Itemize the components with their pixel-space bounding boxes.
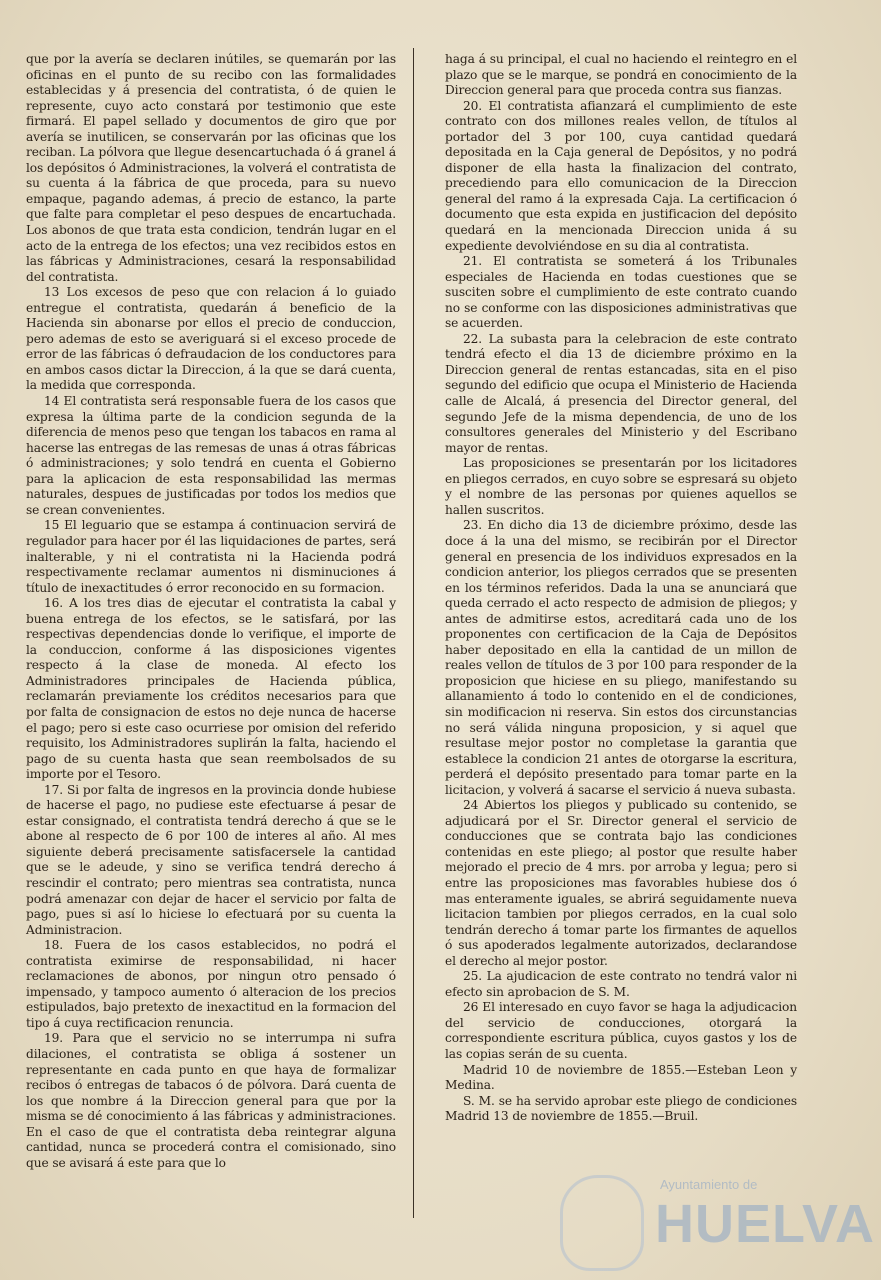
- paragraph-20: 20. El contratista afianzará el cumplimiento de este contrato con dos millones reales vellon, de títulos al portador del 3 por 100, cuya cantidad quedará depositada en la Caja general de Depósitos, y no podrá disponer de ella hasta la finalizacion del contrato, precediendo para ello comunicacion de la Direccion general del ramo á la expresada Caja. La certificacion ó documento que esta expida en justificacion del depósito quedará en la mencionada Direccion unida á su expediente devolviéndose en su dia al contratista.: [445, 98, 797, 253]
- paragraph-16: 16. A los tres dias de ejecutar el contratista la cabal y buena entrega de los efectos, se le satisfará, por las respectivas dependencias donde lo verifique, el importe de la conduccion, conforme á las disposiciones vigentes respecto á la clase de moneda. Al efecto los Administradores principales de Hacienda pública, reclamarán previamente los créditos necesarios para que por falta de consignacion de estos no deje nunca de hacerse el pago; pero si este caso ocurriese por omision del referido requisito, los Administradores suplirán la falta, haciendo el pago de su cuenta hasta que sean reembolsados de su importe por el Tesoro.: [26, 596, 396, 782]
- approval-line: S. M. se ha servido aprobar este pliego de condiciones Madrid 13 de noviembre de 1855.—Bruil.: [445, 1093, 797, 1124]
- archive-watermark: [560, 1165, 875, 1275]
- paragraph-19: 19. Para que el servicio no se interrumpa ni sufra dilaciones, el contratista se obliga á sostener un representante en cada punto en que haya de formalizar recibos ó entregas de tabacos ó de pólvora. Dará cuenta de los que nombre á la Direccion general para que por la misma se dé conocimiento á las fábricas y administraciones. En el caso de que el contratista deba reintegrar alguna cantidad, nunca se procederá contra el comisionado, sino que se avisará á este para que lo: [26, 1031, 396, 1170]
- paragraph-17: 17. Si por falta de ingresos en la provincia donde hubiese de hacerse el pago, no pudiese este efectuarse á pesar de estar consignado, el contratista tendrá derecho á que se le abone al respecto de 6 por 100 de interes al año. Al mes siguiente deberá precisamente satisfacersele la cantidad que se le adeude, y sino se verifica tendrá derecho á rescindir el contrato; pero mientras sea contratista, nunca podrá amenazar con dejar de hacer el servicio por falta de pago, pues si así lo hiciese lo efectuará por su cuenta la Administracion.: [26, 782, 396, 937]
- paragraph-22: 22. La subasta para la celebracion de este contrato tendrá efecto el dia 13 de diciembre próximo en la Direccion general de rentas estancadas, sita en el piso segundo del edificio que ocupa el Ministerio de Hacienda calle de Alcalá, á presencia del Director general, del segundo Jefe de la misma dependencia, de uno de los consultores generales del Ministerio y del Escribano mayor de rentas.: [445, 331, 797, 455]
- paragraph-continuation-right: haga á su principal, el cual no haciendo el reintegro en el plazo que se le marque, se pondrá en conocimiento de la Direccion general para que proceda contra sus fianzas.: [445, 52, 797, 98]
- paragraph-14: 14 El contratista será responsable fuera de los casos que expresa la última parte de la condicion segunda de la diferencia de menos peso que tengan los tabacos en rama al hacerse las entregas de las remesas de unas á otras fábricas ó administraciones; y solo tendrá en cuenta el Gobierno para la aplicacion de esta responsabilidad las mermas naturales, despues de justificadas por todos los medios que se crean convenientes.: [26, 394, 396, 517]
- paragraph-25: 25. La ajudicacion de este contrato no tendrá valor ni efecto sin aprobacion de S. M.: [445, 969, 797, 999]
- paragraph-24: 24 Abiertos los pliegos y publicado su contenido, se adjudicará por el Sr. Director general el servicio de conducciones que se contrata bajo las condiciones contenidas en este pliego; al postor que resulte haber mejorado el precio de 4 mrs. por arroba y legua; pero si entre las proposiciones mas favorables hubiese dos ó mas enteramente iguales, se abrirá seguidamente nueva licitacion tambien por pliegos cerrados, en la cual solo tendrán derecho á tomar parte los firmantes de aquellos ó sus apoderados legalmente autorizados, declarandose el derecho al mejor postor.: [445, 798, 797, 968]
- signature-line: Madrid 10 de noviembre de 1855.—Esteban Leon y Medina.: [445, 1062, 797, 1093]
- left-column: [26, 52, 396, 1171]
- paragraph-26: 26 El interesado en cuyo favor se haga la adjudicacion del servicio de conducciones, otorgará la correspondiente escritura pública, cuyos gastos y los de las copias serán de su cuenta.: [445, 1000, 797, 1061]
- paragraph-22-proposals: Las proposiciones se presentarán por los licitadores en pliegos cerrados, en cuyo sobre se espresará su objeto y el nombre de las personas por quienes aquellos se hallen suscritos.: [445, 456, 797, 517]
- watermark-line2: HUELVA: [655, 1194, 875, 1254]
- watermark-line1: Ayuntamiento de: [660, 1177, 758, 1192]
- paragraph-continuation: que por la avería se declaren inútiles, se quemarán por las oficinas en el punto de su recibo con las formalidades establecidas y á presencia del contratista, ó de quien le represente, cuyo acto constará por testimonio que este firmará. El papel sellado y documentos de giro que por avería se inutilicen, se conservarán por las oficinas que los reciban. La pólvora que llegue desencartuchada ó á granel á los depósitos ó Administraciones, la volverá el contratista de su cuenta á la fábrica de que proceda, para su nuevo empaque, pagando ademas, á precio de estanco, la parte que falte para completar el peso despues de encartuchada. Los abonos de que trata esta condicion, tendrán lugar en el acto de la entrega de los efectos; una vez recibidos estos en las fábricas y Administraciones, cesará la responsabilidad del contratista.: [26, 52, 396, 284]
- right-column: [445, 52, 797, 1125]
- paragraph-15: 15 El leguario que se estampa á continuacion servirá de regulador para hacer por él las liquidaciones de partes, será inalterable, y ni el contratista ni la Hacienda podrá respectivamente reclamar aumentos ni disminuciones á título de inexactitudes ó error reconocido en su formacion.: [26, 518, 396, 595]
- column-divider: [413, 48, 414, 1218]
- paragraph-13: 13 Los excesos de peso que con relacion á lo guiado entregue el contratista, quedarán á beneficio de la Hacienda sin abonarse por ellos el precio de conduccion, pero ademas de esto se averiguará si el exceso procede de error de las fábricas ó defraudacion de los conductores para en ambos casos dictar la Direccion, á la que se dará cuenta, la medida que corresponda.: [26, 285, 396, 393]
- coat-of-arms-icon: [560, 1175, 644, 1271]
- paragraph-23: 23. En dicho dia 13 de diciembre próximo, desde las doce á la una del mismo, se recibirán por el Director general en presencia de los individuos expresados en la condicion anterior, los pliegos cerrados que se presenten en los términos referidos. Dada la una se anunciará que queda cerrado el acto respecto de admision de pliegos; y antes de admitirse estos, acreditará cada uno de los proponentes con certificacion de la Caja de Depósitos haber depositado en ella la cantidad de un millon de reales vellon de títulos de 3 por 100 para responder de la proposicion que hiciese en su pliego, manifestando su allanamiento á todo lo contenido en el de condiciones, sin modificacion ni reserva. Sin estos dos circunstancias no será válida ninguna proposicion, y si aquel que resultase mejor postor no completase la garantia que establece la condicion 21 antes de otorgarse la escritura, perderá el depósito presentado para tomar parte en la licitacion, y volverá á sacarse el servicio á nueva subasta.: [445, 518, 797, 797]
- paragraph-18: 18. Fuera de los casos establecidos, no podrá el contratista eximirse de responsabilidad, ni hacer reclamaciones de abonos, por ningun otro pensado ó impensado, y tampoco aumento ó alteracion de los precios estipulados, bajo pretexto de inexactitud en la formacion del tipo á cuya rectificacion renuncia.: [26, 938, 396, 1030]
- paragraph-21: 21. El contratista se someterá á los Tribunales especiales de Hacienda en todas cuestiones que se susciten sobre el cumplimiento de este contrato cuando no se conforme con las disposiciones administrativas que se acuerden.: [445, 254, 797, 331]
